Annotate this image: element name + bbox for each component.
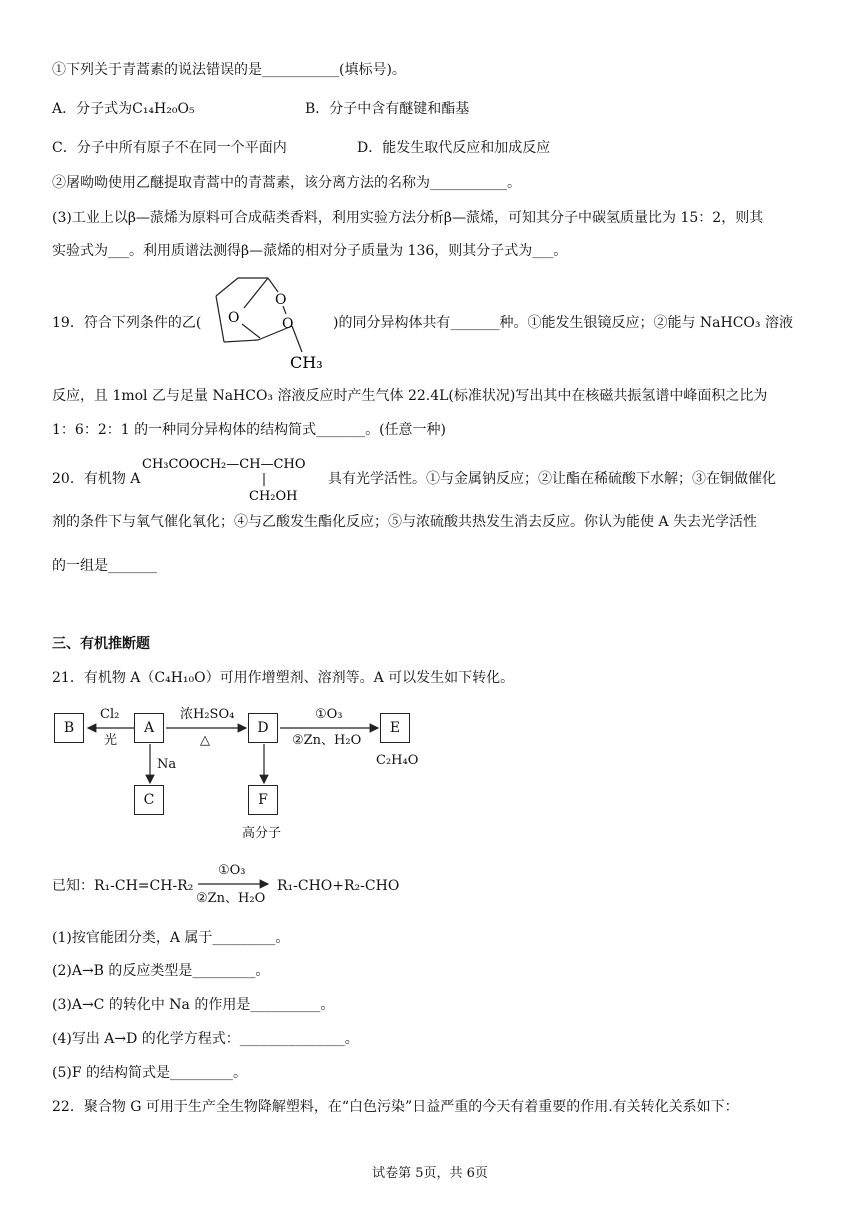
label-light: 光	[104, 733, 118, 748]
label-h2so4: 浓H₂SO₄	[180, 707, 235, 722]
label-e-formula: C₂H₄O	[376, 753, 419, 768]
q20-structure	[140, 452, 330, 504]
q19-structure	[198, 268, 333, 374]
known-arrow	[196, 878, 272, 890]
q18-option-d: D．能发生取代反应和加成反应	[357, 140, 551, 156]
box-b: B	[54, 713, 84, 743]
q20-line2: 剂的条件下与氧气催化氧化；④与乙酸发生酯化反应；⑤与浓硫酸共热发生消去反应。你认为能使 A 失去光学活性	[52, 514, 758, 530]
label-heat: △	[200, 733, 210, 748]
q19-suffix: )的同分异构体共有_______种。①能发生银镜反应；②能与 NaHCO₃ 溶液	[333, 315, 793, 331]
q19-o-atom-3: O	[228, 310, 240, 326]
box-c: C	[134, 785, 164, 815]
q19-prefix: 19．符合下列条件的乙(	[52, 315, 202, 331]
q19-ch3-label: CH₃	[290, 353, 323, 372]
q20-line3: 的一组是_______	[52, 558, 157, 574]
known-zn: ②Zn、H₂O	[196, 891, 266, 906]
q18-sub1: ①下列关于青蒿素的说法错误的是___________(填标号)。	[52, 62, 406, 78]
q19-line3: 1：6：2：1 的一种同分异构体的结构简式_______。(任意一种)	[52, 422, 447, 438]
box-d: D	[248, 713, 278, 743]
box-a: A	[134, 713, 164, 743]
q20-structure-bottom: CH₂OH	[249, 489, 298, 504]
q21-part2: (2)A→B 的反应类型是_________。	[52, 963, 270, 979]
q21-part1: (1)按官能团分类，A 属于_________。	[52, 930, 290, 946]
q21-part4: (4)写出 A→D 的化学方程式：_______________。	[52, 1031, 359, 1047]
q20-prefix: 20．有机物 A	[52, 471, 141, 487]
q18-sub3-line1: (3)工业上以β—蒎烯为原料可合成萜类香料，利用实验方法分析β—蒎烯，可知其分子中碳氢质量比为 15：2，则其	[52, 210, 764, 226]
q18-sub3-line2: 实验式为___。利用质谱法测得β—蒎烯的相对分子质量为 136，则其分子式为___。	[52, 243, 568, 259]
q18-option-c: C．分子中所有原子不在同一个平面内	[52, 140, 287, 156]
page-footer: 试卷第 5页，共 6页	[372, 1166, 488, 1181]
q19-o-atom-1: O	[275, 292, 287, 308]
known-suffix: R₁-CHO+R₂-CHO	[277, 878, 400, 894]
q20-structure-top: CH₃COOCH₂—CH—CHO	[142, 457, 306, 472]
q18-sub2: ②屠呦呦使用乙醚提取青蒿中的青蒿素，该分离方法的名称为___________。	[52, 175, 521, 191]
q21-stem: 21．有机物 A（C₄H₁₀O）可用作增塑剂、溶剂等。A 可以发生如下转化。	[52, 670, 515, 686]
box-f: F	[248, 785, 278, 815]
box-e: E	[380, 713, 410, 743]
q19-o-atom-2: O	[282, 316, 294, 332]
label-o3: ①O₃	[315, 707, 343, 722]
section-title: 三、有机推断题	[52, 636, 150, 652]
q21-part3: (3)A→C 的转化中 Na 的作用是__________。	[52, 997, 335, 1013]
q19-line2: 反应，且 1mol 乙与足量 NaHCO₃ 溶液反应时产生气体 22.4L(标准状况)写出其中在核磁共振氢谱中峰面积之比为	[52, 388, 768, 404]
label-zn: ②Zn、H₂O	[292, 733, 362, 748]
label-polymer: 高分子	[242, 826, 282, 841]
q21-part5: (5)F 的结构简式是_________。	[52, 1065, 247, 1081]
label-cl2: Cl₂	[100, 707, 120, 722]
q18-option-a: A．分子式为C₁₄H₂₀O₅	[52, 101, 195, 117]
q18-option-b: B．分子中含有醚键和酯基	[305, 101, 470, 117]
label-na: Na	[157, 757, 177, 772]
q20-suffix: 具有光学活性。①与金属钠反应；②让酯在稀硫酸下水解；③在铜做催化	[328, 471, 776, 487]
q22-stem: 22．聚合物 G 可用于生产全生物降解塑料，在“白色污染”日益严重的今天有着重要的作用.有关转化关系如下：	[52, 1099, 739, 1115]
known-o3: ①O₃	[218, 863, 246, 878]
known-prefix: 已知：R₁-CH=CH-R₂	[52, 878, 194, 894]
